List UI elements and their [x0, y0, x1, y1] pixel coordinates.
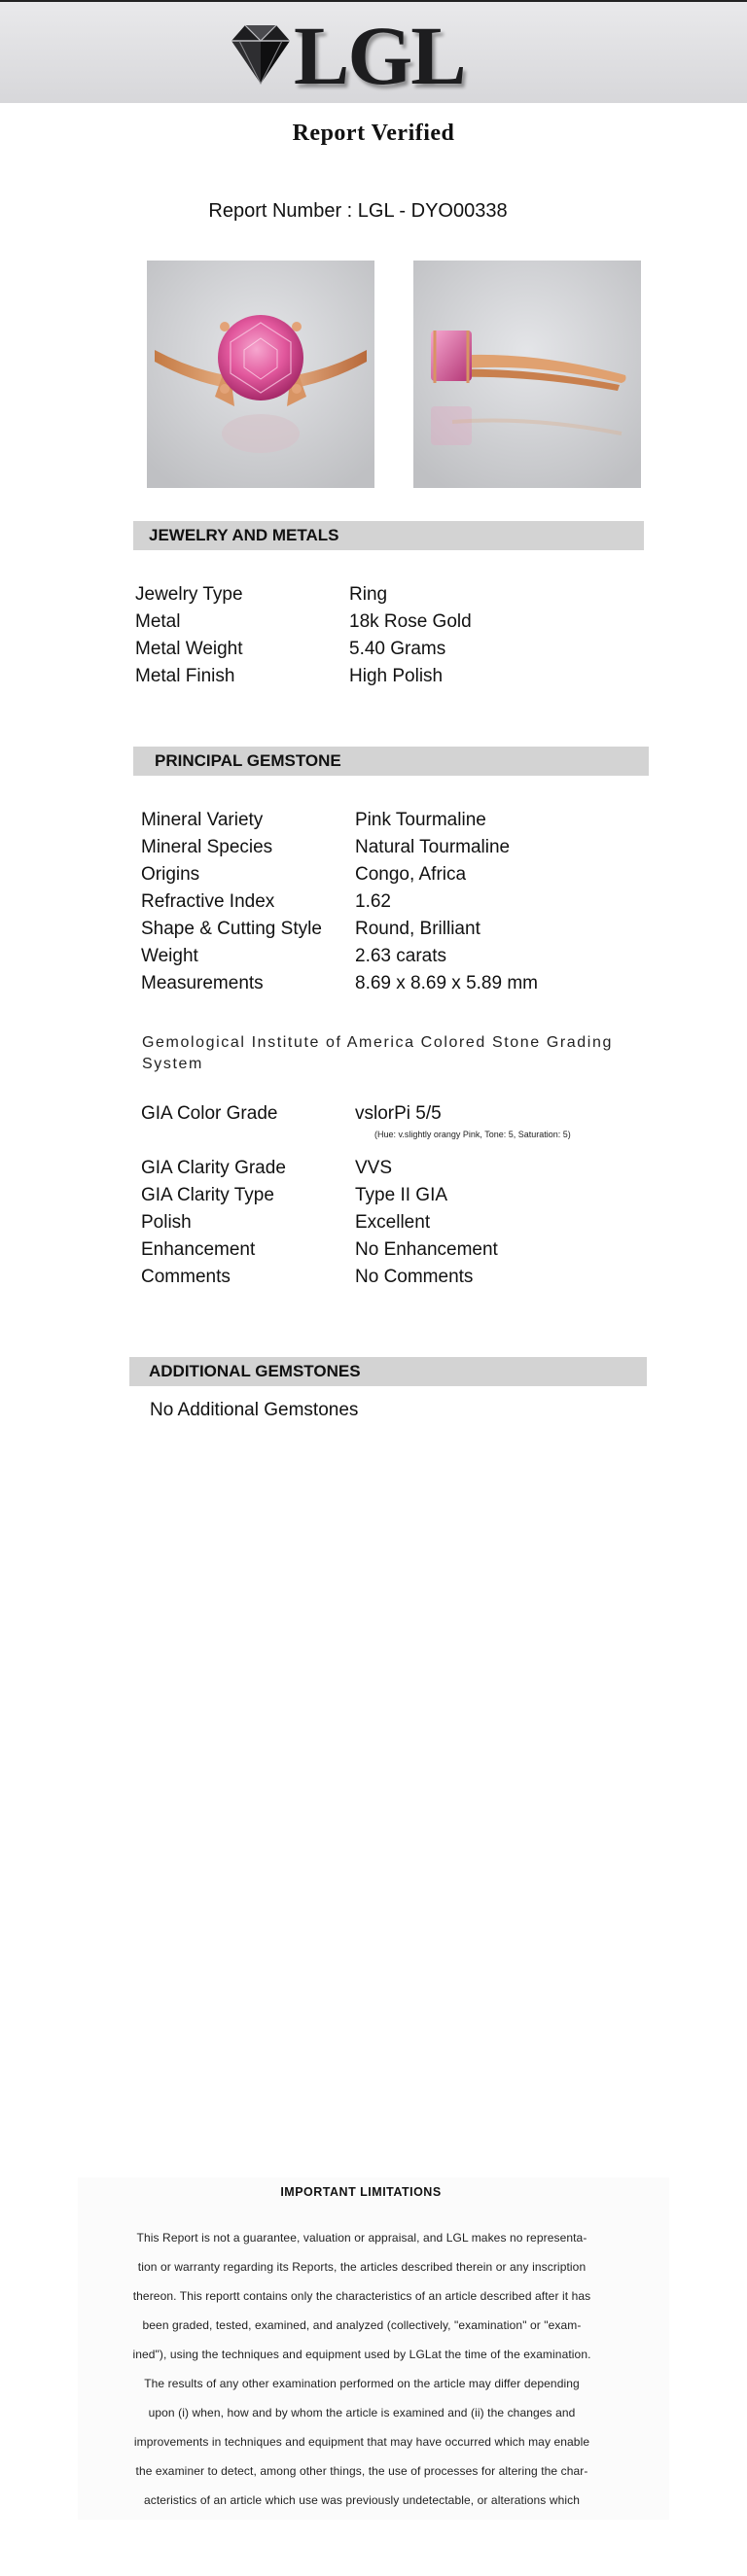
row-value-weight: 2.63 carats	[355, 946, 446, 966]
row-label-weight: Weight	[141, 946, 198, 966]
row-value-metal-weight: 5.40 Grams	[349, 639, 446, 659]
section-heading-jewelry-and-metals: JEWELRY AND METALS	[133, 521, 644, 550]
row-value-shape-cutting-style: Round, Brilliant	[355, 919, 480, 939]
limitations-line: tion or warranty regarding its Reports, the articles described therein or any inscription	[137, 2260, 587, 2274]
limitations-line: improvements in techniques and equipment that may have occurred which may enable	[133, 2435, 590, 2449]
row-label-measurements: Measurements	[141, 973, 264, 993]
row-value-measurements: 8.69 x 8.69 x 5.89 mm	[355, 973, 538, 993]
row-value-gia-color-grade: vslorPi 5/5	[355, 1103, 442, 1124]
row-value-mineral-species: Natural Tourmaline	[355, 837, 511, 857]
limitations-line: upon (i) when, how and by whom the article is examined and (ii) the changes and	[148, 2406, 576, 2419]
row-value-refractive-index: 1.62	[355, 891, 391, 912]
row-label-origins: Origins	[141, 864, 200, 885]
row-label-mineral-species: Mineral Species	[141, 837, 273, 857]
row-value-jewelry-type: Ring	[349, 584, 388, 605]
limitations-line: acteristics of an article which use was previously undetectable, or alterations which	[143, 2493, 581, 2507]
section-heading-additional-gemstones: ADDITIONAL GEMSTONES	[129, 1357, 647, 1386]
row-label-comments: Comments	[141, 1267, 231, 1287]
row-value-mineral-variety: Pink Tourmaline	[355, 810, 486, 830]
row-label-gia-clarity-grade: GIA Clarity Grade	[141, 1158, 286, 1178]
limitations-line: The results of any other examination performed on the article may differ depending	[144, 2377, 580, 2390]
row-label-gia-color-grade: GIA Color Grade	[141, 1103, 278, 1124]
section-heading-principal-gemstone: PRINCIPAL GEMSTONE	[133, 747, 649, 776]
additional-gemstones-text: No Additional Gemstones	[150, 1400, 359, 1420]
row-value-metal: 18k Rose Gold	[349, 611, 472, 632]
report-title: Report Verified	[292, 121, 455, 146]
report-number: Report Number : LGL - DYO00338	[208, 200, 508, 222]
row-value-gia-clarity-type: Type II GIA	[355, 1185, 448, 1205]
logo-text: LGL	[294, 9, 465, 102]
row-value-polish: Excellent	[355, 1212, 431, 1233]
row-label-shape-cutting-style: Shape & Cutting Style	[141, 919, 322, 939]
limitations-line: ined"), using the techniques and equipment used by LGLat the time of the examination.	[132, 2348, 591, 2361]
header-band	[0, 2, 747, 103]
ring-photo-front	[147, 261, 374, 488]
row-value-origins: Congo, Africa	[355, 864, 467, 885]
row-label-metal: Metal	[135, 611, 181, 632]
row-value-comments: No Comments	[355, 1267, 474, 1287]
diamond-icon	[226, 19, 296, 89]
limitations-line: This Report is not a guarantee, valuation or appraisal, and LGL makes no representa-	[136, 2231, 587, 2245]
row-label-enhancement: Enhancement	[141, 1239, 256, 1260]
row-label-metal-weight: Metal Weight	[135, 639, 243, 659]
ring-photo-side	[413, 261, 641, 488]
grading-system-text: Gemological Institute of America Colored Stone Grading System	[142, 1034, 613, 1072]
row-label-polish: Polish	[141, 1212, 192, 1233]
limitations-line: the examiner to detect, among other things, the use of processes for altering the char-	[135, 2464, 588, 2478]
limitations-line: thereon. This reportt contains only the characteristics of an article described after it has	[132, 2289, 591, 2303]
row-value-metal-finish: High Polish	[349, 666, 444, 686]
color-grade-note: (Hue: v.slightly orangy Pink, Tone: 5, Saturation: 5)	[374, 1130, 571, 1139]
row-label-metal-finish: Metal Finish	[135, 666, 235, 686]
limitations-line: been graded, tested, examined, and analyzed (collectively, "examination" or "exam-	[142, 2318, 582, 2332]
row-value-gia-clarity-grade: VVS	[355, 1158, 393, 1178]
row-label-mineral-variety: Mineral Variety	[141, 810, 264, 830]
lgl-logo	[226, 9, 479, 102]
limitations-title: IMPORTANT LIMITATIONS	[280, 2185, 442, 2199]
row-label-refractive-index: Refractive Index	[141, 891, 275, 912]
row-label-jewelry-type: Jewelry Type	[135, 584, 243, 605]
row-value-enhancement: No Enhancement	[355, 1239, 498, 1260]
row-label-gia-clarity-type: GIA Clarity Type	[141, 1185, 274, 1205]
